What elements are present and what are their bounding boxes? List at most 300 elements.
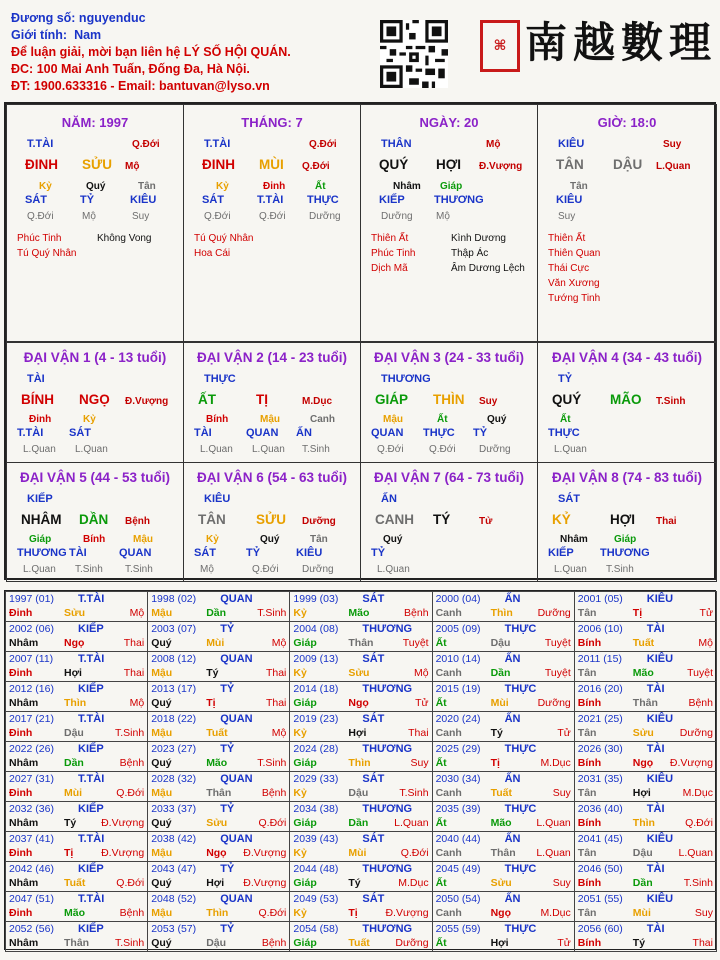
year-label: 2019 (23) bbox=[293, 713, 339, 725]
year-ten-god: KIÊU bbox=[646, 833, 674, 845]
pillar-title: NGÀY: 20 bbox=[419, 115, 479, 130]
year-cell bbox=[147, 831, 290, 862]
year-stem: Kỷ bbox=[293, 607, 307, 619]
year-stage: Q.Đới bbox=[258, 907, 287, 919]
star-name: Thái Cực bbox=[548, 263, 590, 274]
year-label: 2014 (18) bbox=[293, 683, 339, 695]
year-label: 2026 (30) bbox=[577, 743, 623, 755]
year-stem: Giáp bbox=[293, 757, 317, 769]
year-stem: Canh bbox=[435, 727, 462, 739]
year-stem: Ất bbox=[435, 757, 447, 769]
hidden-stage: T.Sinh bbox=[125, 564, 153, 575]
year-stem: Tân bbox=[577, 607, 597, 619]
year-ten-god: SÁT bbox=[362, 653, 385, 665]
year-cell bbox=[289, 831, 432, 862]
year-branch: Thìn bbox=[632, 817, 655, 829]
earthly-branch: HỢI bbox=[436, 157, 462, 172]
year-stage: Mộ bbox=[129, 697, 145, 709]
earthly-branch: NGỌ bbox=[79, 392, 110, 407]
hidden-stage: Mộ bbox=[436, 211, 450, 222]
year-stage: Đ.Vượng bbox=[101, 817, 145, 829]
hidden-ten-god: TỶ bbox=[246, 547, 261, 559]
year-stem: Bính bbox=[577, 637, 602, 649]
earthly-branch: SỬU bbox=[256, 512, 286, 527]
year-cell bbox=[5, 831, 148, 862]
year-cell bbox=[574, 921, 717, 952]
year-stage: Tuyệt bbox=[544, 637, 571, 649]
year-cell bbox=[574, 771, 717, 802]
year-branch: Hợi bbox=[490, 937, 509, 949]
year-label: 2024 (28) bbox=[293, 743, 339, 755]
year-branch: Mão bbox=[348, 607, 370, 619]
year-ten-god: THƯƠNG bbox=[362, 923, 413, 935]
dai-van-cell bbox=[183, 462, 361, 582]
year-ten-god: ẤN bbox=[504, 893, 521, 905]
ten-god-stem: THÂN bbox=[381, 138, 412, 150]
year-branch: Dậu bbox=[348, 787, 369, 799]
earthly-branch: MÙI bbox=[259, 157, 284, 172]
year-stem: Giáp bbox=[293, 817, 317, 829]
year-stem: Đinh bbox=[9, 667, 33, 679]
branch-stage: M.Dục bbox=[302, 396, 332, 407]
year-ten-god: THƯƠNG bbox=[362, 803, 413, 815]
year-cell bbox=[5, 891, 148, 922]
year-ten-god: KIẾP bbox=[78, 683, 104, 695]
dai-van-cell bbox=[537, 462, 717, 582]
year-branch: Ngọ bbox=[64, 637, 85, 649]
year-stage: M.Dục bbox=[540, 757, 571, 769]
year-stem: Quý bbox=[151, 637, 172, 649]
hidden-ten-god: T.TÀI bbox=[257, 194, 284, 206]
dai-van-cell bbox=[360, 342, 538, 463]
pillar-cell bbox=[183, 104, 361, 342]
year-branch: Dậu bbox=[632, 847, 653, 859]
year-label: 1997 (01) bbox=[9, 593, 54, 605]
year-ten-god: TÀI bbox=[646, 623, 665, 635]
year-branch: Mùi bbox=[348, 847, 367, 859]
year-stage: Bệnh bbox=[261, 937, 287, 949]
year-stage: Suy bbox=[552, 787, 571, 799]
hidden-stage: L.Quan bbox=[23, 564, 56, 575]
year-stem: Canh bbox=[435, 847, 462, 859]
year-label: 2030 (34) bbox=[435, 773, 481, 785]
year-stem: Mậu bbox=[151, 907, 173, 919]
hidden-ten-god: QUAN bbox=[119, 547, 152, 559]
year-stem: Giáp bbox=[293, 697, 317, 709]
year-stem: Quý bbox=[151, 877, 172, 889]
dai-van-cell bbox=[183, 342, 361, 463]
year-stage: Tuyệt bbox=[402, 637, 429, 649]
year-ten-god: TỶ bbox=[220, 623, 235, 635]
year-label: 2038 (42) bbox=[151, 833, 197, 845]
year-label: 2035 (39) bbox=[435, 803, 481, 815]
hidden-stem: Kỷ bbox=[206, 534, 219, 545]
year-stem: Canh bbox=[435, 667, 462, 679]
life-stage: Q.Đới bbox=[309, 139, 337, 150]
hidden-ten-god: THƯƠNG bbox=[600, 547, 650, 559]
seal-stamp-icon: ⌘ bbox=[480, 20, 520, 72]
year-label: 2013 (17) bbox=[151, 683, 197, 695]
year-ten-god: KIÊU bbox=[646, 713, 674, 725]
year-cell bbox=[5, 861, 148, 892]
year-label: 2044 (48) bbox=[293, 863, 339, 875]
year-stage: Suy bbox=[410, 757, 429, 769]
year-stem: Nhâm bbox=[9, 817, 39, 829]
year-cell bbox=[574, 711, 717, 742]
hidden-stage: Suy bbox=[132, 211, 150, 222]
hidden-stage: L.Quan bbox=[377, 564, 410, 575]
hidden-stem: Kỷ bbox=[83, 414, 96, 425]
year-ten-god: QUAN bbox=[220, 713, 253, 725]
year-branch: Mão bbox=[64, 907, 85, 919]
dai-van-title: ĐẠI VẬN 3 (24 - 33 tuổi) bbox=[373, 350, 525, 365]
year-label: 2048 (52) bbox=[151, 893, 197, 905]
year-label: 2000 (04) bbox=[435, 593, 481, 605]
dai-van-title: ĐẠI VẬN 2 (14 - 23 tuổi) bbox=[196, 350, 348, 365]
year-stage: Tuyệt bbox=[687, 667, 713, 679]
year-ten-god: THƯƠNG bbox=[362, 623, 413, 635]
dai-van-cell bbox=[6, 462, 184, 582]
year-cell bbox=[574, 861, 717, 892]
year-stem: Quý bbox=[151, 937, 172, 949]
year-cell bbox=[147, 861, 290, 892]
heavenly-stem: ẤT bbox=[198, 392, 216, 407]
year-ten-god: THƯƠNG bbox=[362, 683, 413, 695]
year-stem: Tân bbox=[577, 787, 597, 799]
year-branch: Thân bbox=[490, 847, 516, 859]
life-stage: Q.Đới bbox=[132, 139, 160, 150]
year-cell bbox=[289, 801, 432, 832]
year-stage: Bệnh bbox=[119, 757, 145, 769]
branch-stage: L.Quan bbox=[656, 161, 691, 172]
year-label: 2012 (16) bbox=[9, 683, 54, 695]
pillar-cell bbox=[6, 104, 184, 342]
hidden-stage: Dưỡng bbox=[381, 211, 413, 222]
year-label: 2016 (20) bbox=[577, 683, 623, 695]
life-stage: Mộ bbox=[486, 139, 501, 150]
year-label: 2043 (47) bbox=[151, 863, 197, 875]
year-stage: Mộ bbox=[698, 637, 713, 649]
year-stem: Quý bbox=[151, 757, 172, 769]
year-stage: Dưỡng bbox=[679, 727, 713, 739]
year-stage: M.Dục bbox=[682, 787, 713, 799]
gender-label: Giới tính: bbox=[11, 28, 68, 42]
star-name: Hoa Cái bbox=[194, 248, 231, 259]
year-ten-god: THƯƠNG bbox=[362, 743, 413, 755]
star-name: Không Vong bbox=[97, 233, 152, 244]
year-branch: Mão bbox=[632, 667, 654, 679]
year-stage: Tử bbox=[557, 937, 571, 949]
year-stem: Quý bbox=[151, 817, 172, 829]
hidden-ten-god: KIÊU bbox=[130, 194, 157, 206]
year-branch: Thân bbox=[206, 787, 232, 799]
year-stage: Suy bbox=[552, 877, 571, 889]
year-cell bbox=[147, 771, 290, 802]
hidden-stem: Giáp bbox=[614, 534, 637, 545]
hidden-stem: Mậu bbox=[260, 414, 280, 425]
year-stem: Kỷ bbox=[293, 847, 307, 859]
year-label: 2039 (43) bbox=[293, 833, 339, 845]
year-label: 2027 (31) bbox=[9, 773, 54, 785]
star-name: Phúc Tinh bbox=[371, 248, 416, 259]
year-branch: Mùi bbox=[632, 907, 651, 919]
year-label: 2018 (22) bbox=[151, 713, 197, 725]
hidden-stem: Quý bbox=[487, 414, 507, 425]
year-label: 2004 (08) bbox=[293, 623, 339, 635]
earthly-branch: HỢI bbox=[610, 512, 636, 527]
year-cell bbox=[289, 681, 432, 712]
hidden-stage: T.Sinh bbox=[606, 564, 634, 575]
year-stem: Bính bbox=[577, 817, 602, 829]
hidden-ten-god: SÁT bbox=[69, 427, 91, 439]
year-branch: Dần bbox=[490, 667, 511, 679]
year-branch: Tý bbox=[64, 817, 77, 829]
hidden-ten-god: THỰC bbox=[548, 427, 580, 439]
gender-value: Nam bbox=[74, 28, 102, 42]
year-stage: Đ.Vượng bbox=[101, 847, 145, 859]
heavenly-stem: GIÁP bbox=[375, 392, 409, 407]
year-label: 2007 (11) bbox=[9, 653, 54, 665]
year-cell bbox=[574, 801, 717, 832]
star-name: Tướng Tinh bbox=[548, 293, 601, 304]
year-stem: Kỷ bbox=[293, 787, 307, 799]
year-stage: T.Sinh bbox=[257, 757, 287, 769]
year-stage: Thai bbox=[408, 727, 429, 739]
branch-stage: Q.Đới bbox=[302, 161, 330, 172]
year-cell bbox=[147, 591, 290, 622]
year-branch: Dậu bbox=[206, 937, 227, 949]
year-cell bbox=[574, 891, 717, 922]
year-cell bbox=[289, 711, 432, 742]
year-label: 2001 (05) bbox=[577, 593, 623, 605]
star-name: Thiên Ất bbox=[371, 233, 409, 244]
ten-god-stem: T.TÀI bbox=[27, 138, 54, 150]
year-branch: Tý bbox=[490, 727, 503, 739]
year-stem: Mậu bbox=[151, 847, 173, 859]
year-stem: Bính bbox=[577, 937, 602, 949]
year-label: 1999 (03) bbox=[293, 593, 339, 605]
heavenly-stem: QUÝ bbox=[552, 392, 582, 407]
year-label: 2017 (21) bbox=[9, 713, 54, 725]
heavenly-stem: ĐINH bbox=[25, 157, 58, 172]
year-stage: M.Dục bbox=[540, 907, 571, 919]
dai-van-title: ĐẠI VẬN 4 (34 - 43 tuổi) bbox=[551, 350, 703, 365]
year-branch: Tý bbox=[348, 877, 361, 889]
year-ten-god: TÀI bbox=[646, 863, 665, 875]
hidden-stage: Q.Đới bbox=[252, 564, 279, 575]
year-stem: Quý bbox=[151, 697, 172, 709]
year-stage: Mộ bbox=[413, 667, 429, 679]
year-branch: Thìn bbox=[490, 607, 513, 619]
year-ten-god: TÀI bbox=[646, 803, 665, 815]
year-stage: Bệnh bbox=[404, 607, 429, 619]
year-ten-god: SÁT bbox=[362, 773, 385, 785]
year-cell bbox=[147, 681, 290, 712]
year-cell bbox=[432, 681, 575, 712]
year-label: 2009 (13) bbox=[293, 653, 339, 665]
year-branch: Thìn bbox=[206, 907, 229, 919]
dai-van-title: ĐẠI VẬN 5 (44 - 53 tuổi) bbox=[19, 470, 171, 485]
year-stage: Q.Đới bbox=[116, 787, 145, 799]
year-label: 2033 (37) bbox=[151, 803, 197, 815]
hidden-stem: Tân bbox=[138, 181, 156, 192]
hidden-stem: Nhâm bbox=[393, 181, 421, 192]
year-ten-god: KIÊU bbox=[646, 893, 674, 905]
year-branch: Dần bbox=[64, 757, 84, 769]
year-branch: Tị bbox=[64, 847, 74, 859]
gender-row bbox=[11, 27, 291, 44]
year-ten-god: ẤN bbox=[504, 713, 521, 725]
star-name: Tú Quý Nhân bbox=[194, 233, 254, 244]
star-name: Thập Ác bbox=[451, 248, 489, 259]
year-stem: Đinh bbox=[9, 727, 33, 739]
year-label: 2045 (49) bbox=[435, 863, 481, 875]
year-stage: Bệnh bbox=[119, 907, 145, 919]
year-stage: Thai bbox=[265, 697, 287, 709]
year-ten-god: KIẾP bbox=[78, 803, 104, 815]
hidden-stem: Mậu bbox=[133, 534, 153, 545]
year-ten-god: KIẾP bbox=[78, 863, 104, 875]
star-name: Thiên Ất bbox=[548, 233, 586, 244]
year-stem: Bính bbox=[577, 757, 602, 769]
hidden-ten-god: KIẾP bbox=[548, 547, 574, 559]
year-label: 2021 (25) bbox=[577, 713, 623, 725]
branch-stage: Bệnh bbox=[125, 516, 150, 527]
year-stage: Mộ bbox=[271, 637, 287, 649]
hidden-stage: Dưỡng bbox=[479, 444, 511, 455]
year-stage: L.Quan bbox=[394, 817, 429, 829]
hidden-ten-god: TỶ bbox=[80, 194, 95, 206]
year-cell bbox=[5, 621, 148, 652]
year-ten-god: TÀI bbox=[646, 743, 665, 755]
year-ten-god: TỶ bbox=[220, 743, 235, 755]
year-branch: Hợi bbox=[64, 667, 82, 679]
year-ten-god: QUAN bbox=[220, 593, 253, 605]
year-ten-god: KIÊU bbox=[646, 593, 674, 605]
year-branch: Sửu bbox=[348, 667, 370, 679]
ten-god-stem: TÀI bbox=[27, 373, 45, 385]
hidden-stem: Canh bbox=[310, 414, 335, 425]
year-branch: Hợi bbox=[206, 877, 225, 889]
year-label: 2042 (46) bbox=[9, 863, 54, 875]
year-cell bbox=[432, 591, 575, 622]
ten-god-stem: THƯƠNG bbox=[381, 373, 431, 385]
year-stage: L.Quan bbox=[678, 847, 713, 859]
year-label: 2022 (26) bbox=[9, 743, 54, 755]
tu-tru-chart bbox=[4, 102, 716, 580]
year-branch: Tuất bbox=[64, 877, 86, 889]
year-ten-god: THỰC bbox=[504, 623, 537, 635]
hidden-stage: T.Sinh bbox=[302, 444, 330, 455]
year-stem: Giáp bbox=[293, 637, 317, 649]
year-cell bbox=[574, 741, 717, 772]
hidden-stem: Quý bbox=[86, 181, 106, 192]
year-label: 2041 (45) bbox=[577, 833, 623, 845]
year-ten-god: SÁT bbox=[362, 893, 385, 905]
year-ten-god: ẤN bbox=[504, 653, 521, 665]
year-label: 2006 (10) bbox=[577, 623, 623, 635]
yearly-luck-grid bbox=[4, 590, 716, 950]
year-branch: Tị bbox=[632, 607, 643, 619]
year-branch: Thìn bbox=[348, 757, 371, 769]
year-stage: Dưỡng bbox=[537, 697, 571, 709]
hidden-ten-god: SÁT bbox=[202, 194, 224, 206]
year-cell bbox=[147, 921, 290, 952]
year-ten-god: KIẾP bbox=[78, 923, 104, 935]
year-branch: Tý bbox=[632, 937, 646, 949]
year-label: 2031 (35) bbox=[577, 773, 623, 785]
year-stem: Ất bbox=[435, 637, 447, 649]
qr-code-icon[interactable] bbox=[380, 20, 448, 88]
year-stage: Bệnh bbox=[261, 787, 287, 799]
year-cell bbox=[5, 681, 148, 712]
year-stem: Bính bbox=[577, 877, 602, 889]
year-cell bbox=[289, 861, 432, 892]
year-label: 2008 (12) bbox=[151, 653, 197, 665]
hidden-stem: Ất bbox=[560, 414, 571, 425]
star-name: Văn Xương bbox=[548, 278, 600, 289]
year-cell bbox=[289, 621, 432, 652]
year-stem: Đinh bbox=[9, 607, 33, 619]
year-cell bbox=[147, 741, 290, 772]
year-stem: Mậu bbox=[151, 727, 173, 739]
year-branch: Sửu bbox=[490, 877, 512, 889]
year-label: 2028 (32) bbox=[151, 773, 197, 785]
year-branch: Tị bbox=[490, 757, 500, 769]
hidden-stage: Q.Đới bbox=[429, 444, 456, 455]
year-cell bbox=[147, 801, 290, 832]
dai-van-title: ĐẠI VẬN 7 (64 - 73 tuổi) bbox=[373, 470, 525, 485]
hidden-stage: Q.Đới bbox=[27, 211, 54, 222]
year-ten-god: THỰC bbox=[504, 803, 537, 815]
year-stage: Mộ bbox=[271, 727, 287, 739]
year-ten-god: T.TÀI bbox=[78, 713, 105, 725]
hidden-stem: Kỷ bbox=[216, 181, 229, 192]
branch-stage: Suy bbox=[479, 396, 498, 407]
year-stage: T.Sinh bbox=[115, 727, 145, 739]
year-branch: Sửu bbox=[632, 727, 654, 739]
year-stem: Nhâm bbox=[9, 877, 39, 889]
dai-van-title: ĐẠI VẬN 6 (54 - 63 tuổi) bbox=[196, 470, 348, 485]
heavenly-stem: CANH bbox=[375, 512, 414, 527]
heavenly-stem: TÂN bbox=[556, 157, 584, 172]
hidden-stem: Kỷ bbox=[39, 181, 52, 192]
heavenly-stem: QUÝ bbox=[379, 157, 409, 172]
year-ten-god: THỰC bbox=[504, 683, 537, 695]
year-cell bbox=[432, 621, 575, 652]
year-cell bbox=[289, 921, 432, 952]
year-stem: Ất bbox=[435, 817, 447, 829]
year-ten-god: TÀI bbox=[646, 923, 665, 935]
year-stem: Ất bbox=[435, 937, 447, 949]
owner-name: Đương số: nguyenduc bbox=[11, 11, 146, 25]
hidden-ten-god: KIẾP bbox=[379, 194, 405, 206]
dai-van-cell bbox=[6, 342, 184, 463]
year-cell bbox=[5, 741, 148, 772]
year-label: 2002 (06) bbox=[9, 623, 54, 635]
hidden-ten-god: TÀI bbox=[194, 427, 212, 439]
year-stage: Q.Đới bbox=[400, 847, 429, 859]
hidden-ten-god: QUAN bbox=[371, 427, 404, 439]
star-name: Kình Dương bbox=[451, 233, 506, 244]
star-name: Âm Dương Lệch bbox=[451, 263, 525, 274]
year-cell bbox=[289, 741, 432, 772]
year-branch: Tuất bbox=[348, 937, 370, 949]
heavenly-stem: KỶ bbox=[552, 512, 571, 527]
year-label: 2023 (27) bbox=[151, 743, 197, 755]
hidden-stage: L.Quan bbox=[23, 444, 56, 455]
year-branch: Tuất bbox=[490, 787, 512, 799]
